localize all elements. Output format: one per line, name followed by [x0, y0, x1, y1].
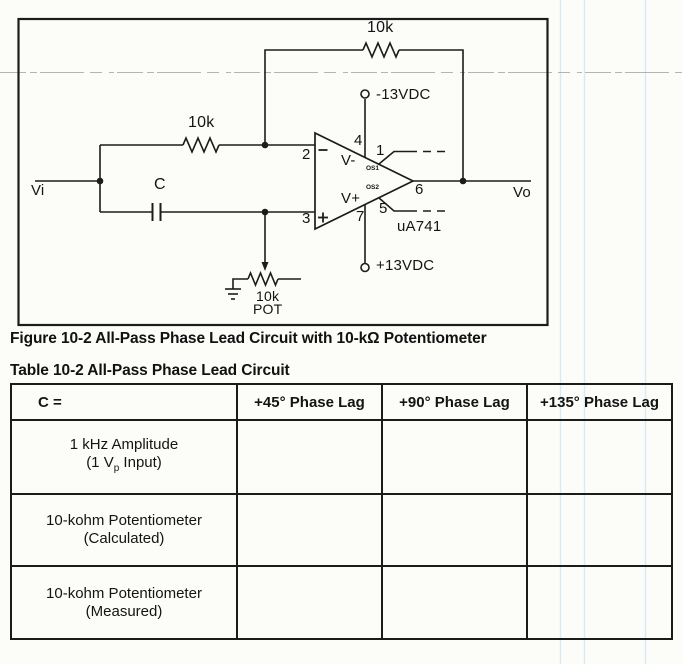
- pin3-label: 3: [302, 210, 311, 227]
- offset-null-1-pin: [379, 152, 446, 165]
- pin1-label: 1: [376, 142, 385, 159]
- table-row-measured: [11, 566, 672, 639]
- input-wire: [35, 138, 315, 212]
- row-label-line1: 10-kohm Potentiometer: [46, 584, 202, 602]
- negative-supply-label: -13VDC: [376, 86, 431, 103]
- offset-null-2-label: OS2: [366, 184, 380, 191]
- pin6-label: 6: [415, 181, 424, 198]
- row-label-line2: (Calculated): [83, 530, 165, 547]
- row-label-measured: [11, 566, 237, 639]
- pin2-label: 2: [302, 146, 311, 163]
- row-label-line2: (Measured): [85, 602, 163, 620]
- pin7-label: 7: [356, 208, 365, 225]
- table-row-amplitude: [11, 420, 672, 494]
- table-cell: [382, 494, 527, 566]
- capacitor-label: C: [154, 176, 166, 193]
- table-cell: [237, 566, 382, 639]
- row-label-line1: 10-kohm Potentiometer: [46, 512, 202, 529]
- wiper-arrowhead: [262, 262, 269, 271]
- pin4-label: 4: [354, 132, 363, 149]
- opamp-part-label: uA741: [397, 218, 442, 235]
- table-cell: [527, 420, 672, 494]
- table-cell: [527, 494, 672, 566]
- table-cell: [527, 566, 672, 639]
- input-resistor-label: 10k: [188, 114, 215, 131]
- table-header-row: [11, 384, 672, 420]
- capacitor-symbol: [153, 203, 161, 221]
- table-cell: [382, 420, 527, 494]
- header-135-deg: +135° Phase Lag: [527, 384, 672, 420]
- pot-name-label: POT: [253, 301, 283, 317]
- potentiometer-branch: [225, 212, 301, 299]
- table-title: Table 10-2 All-Pass Phase Lead Circuit: [10, 362, 290, 379]
- row-label-calculated: [11, 494, 237, 566]
- pot-value-label: 10k: [256, 288, 280, 304]
- figure-caption: Figure 10-2 All-Pass Phase Lead Circuit with 10-kΩ Potentiometer: [10, 330, 487, 347]
- table-cell: [237, 420, 382, 494]
- header-90-deg: +90° Phase Lag: [382, 384, 527, 420]
- v-minus-label: V-: [341, 152, 356, 169]
- offset-null-1-label: OS1: [366, 165, 380, 172]
- v-plus-label: V+: [341, 190, 361, 207]
- table-cell: [382, 566, 527, 639]
- row-label-line2: (1 $V_p$ Input): [86, 454, 162, 474]
- row-label-amplitude: [11, 420, 237, 494]
- vin-label: Vi: [31, 182, 45, 199]
- table-row-calculated: [11, 494, 672, 566]
- feedback-resistor-label: 10k: [367, 19, 394, 36]
- header-c-equals: C =: [11, 384, 237, 420]
- ground-symbol: [225, 289, 241, 299]
- pin5-label: 5: [379, 200, 388, 217]
- input-resistor-symbol: [183, 138, 219, 152]
- capacitor-branch: [100, 203, 315, 221]
- row-label-line1: 1 kHz Amplitude: [69, 436, 179, 453]
- positive-supply-label: +13VDC: [376, 257, 435, 274]
- vout-label: Vo: [513, 184, 531, 201]
- header-45-deg: +45° Phase Lag: [237, 384, 382, 420]
- lab-data-table: [10, 383, 673, 640]
- offset-null-2-pin: [379, 198, 446, 211]
- potentiometer-symbol: [248, 273, 278, 285]
- feedback-resistor-symbol: [363, 43, 399, 57]
- table-cell: [237, 494, 382, 566]
